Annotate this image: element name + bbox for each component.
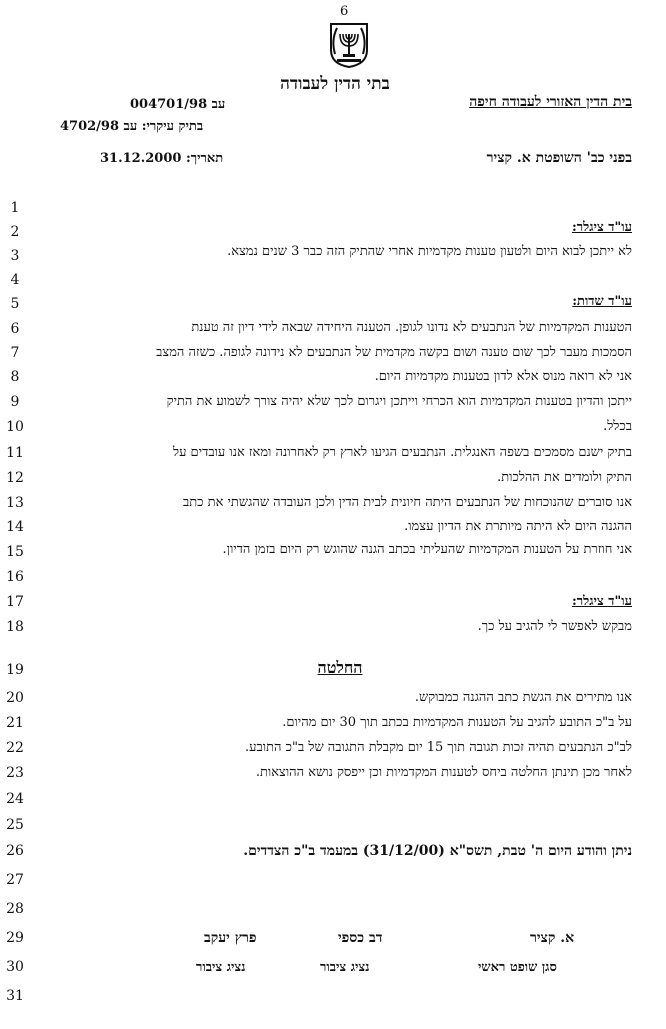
- paragraph-line: בתיק ישנם מסמכים בשפה האנגלית. הנתבעים הגיעו לארץ רק לאחרונה ומאז אנו עובדים על: [172, 445, 632, 460]
- line-number: 20: [6, 690, 24, 706]
- line-number: 16: [6, 569, 24, 585]
- speaker-label: עו"ד ציגלר:: [571, 594, 632, 609]
- line-number: 23: [6, 765, 24, 781]
- line-number: 24: [6, 791, 24, 807]
- rep2-name: פרץ יעקב: [204, 930, 257, 946]
- line-number: 11: [6, 445, 24, 461]
- line-number: 21: [6, 715, 24, 731]
- line-number: 12: [6, 470, 24, 486]
- line-number: 7: [10, 345, 20, 361]
- line-number: 17: [6, 594, 24, 610]
- date-line: תאריך: 31.12.2000: [100, 151, 224, 166]
- paragraph-line: הטענות המקדמיות של הנתבעים לא נדונו לגופן. הטענה היחידה שבאה לידי דיון זה טענת: [191, 320, 632, 335]
- line-number: 19: [6, 662, 24, 678]
- line-number: 13: [6, 495, 24, 511]
- line-number: 31: [6, 988, 24, 1004]
- line-number: 26: [6, 843, 24, 859]
- page-number: 6: [340, 4, 349, 19]
- rep2-title: נציג ציבור: [196, 960, 246, 975]
- main-case-number: בתיק עיקרי: עב 4702/98: [60, 119, 204, 134]
- line-number: 3: [10, 248, 20, 264]
- paragraph-line: אנו סוברים שהנוכחות של הנתבעים היתה חיונית לבית הדין ולכן העובדה שהגשתי את כתב: [182, 495, 632, 510]
- speaker-label: עו"ד ציגלר:: [571, 220, 632, 235]
- paragraph-line: ההגנה היום לא היתה מיותרת את הדיון עצמו.: [404, 519, 632, 534]
- line-number: 5: [10, 296, 20, 312]
- decision-line: לאחר מכן תינתן החלטה ביחס לטענות המקדמיות וכן ייפסק נושא ההוצאות.: [255, 765, 632, 780]
- line-number: 15: [6, 544, 24, 560]
- court-name: בית הדין האזורי לעבודה חיפה: [469, 94, 632, 110]
- paragraph-line: מבקש לאפשר לי להגיב על כך.: [477, 619, 632, 634]
- paragraph-line: התיק ולומדים את ההלכות.: [497, 470, 632, 485]
- decision-line: לב"כ הנתבעים תהיה זכות תגובה תוך 15 יום מקבלת התגובה של ב"כ התובע.: [245, 740, 632, 755]
- line-number: 28: [6, 901, 24, 917]
- line-number: 27: [6, 872, 24, 888]
- judge-line: בפני כב' השופטת א. קציר: [486, 150, 632, 166]
- court-title: בתי הדין לעבודה: [280, 74, 390, 94]
- line-number: 22: [6, 740, 24, 756]
- decision-line: אנו מתירים את הגשת כתב ההגנה כמבוקש.: [414, 690, 632, 705]
- line-number: 29: [6, 930, 24, 946]
- line-number: 10: [6, 419, 24, 435]
- decision-line: על ב"כ התובע להגיב על הטענות המקדמיות בכתב תוך 30 יום מהיום.: [282, 715, 632, 730]
- line-number: 6: [10, 321, 20, 337]
- decision-title: החלטה: [317, 658, 363, 677]
- paragraph-line: אני לא רואה מנוס אלא לדון בטענות מקדמיות היום.: [374, 369, 632, 384]
- line-number: 8: [10, 369, 20, 385]
- paragraph-line: בכלל.: [603, 419, 632, 434]
- judge-title: סגן שופט ראשי: [478, 960, 557, 975]
- line-number: 2: [10, 224, 20, 240]
- case-number: עב 004701/98: [130, 97, 226, 112]
- line-number: 25: [6, 817, 24, 833]
- paragraph-line: אני חוזרת על הטענות המקדמיות שהעליתי בכתב הגנה שהוגש רק היום בזמן הדיון.: [222, 542, 632, 557]
- state-emblem-icon: [327, 20, 371, 68]
- line-number: 1: [10, 200, 20, 216]
- rep1-name: דב כספי: [338, 930, 383, 946]
- given-statement: ניתן והודע היום ה' טבת, תשס"א (31/12/00) במעמד ב"כ הצדדים.: [243, 843, 632, 859]
- line-number: 9: [10, 394, 20, 410]
- judge-name: א. קציר: [530, 930, 575, 946]
- paragraph-line: הסמכות מעבר לכך שום טענה ושום בקשה מקדמית של הנתבעים לא נידונה לגופה. כשזה המצב: [156, 345, 632, 360]
- paragraph-line: לא ייתכן לבוא היום ולטעון טענות מקדמיות אחרי שהתיק הזה כבר 3 שנים נמצא.: [227, 244, 632, 259]
- line-number: 4: [10, 272, 20, 288]
- rep1-title: נציג ציבור: [320, 960, 370, 975]
- line-number: 14: [6, 519, 24, 535]
- paragraph-line: ייתכן והדיון בטענות המקדמיות הוא הכרחי וייתכן ויגרום לכך שלא יהיה צורך לשמוע את התיק: [166, 394, 632, 409]
- line-number: 18: [6, 619, 24, 635]
- speaker-label: עו"ד שדות:: [572, 294, 632, 309]
- line-number: 30: [6, 959, 24, 975]
